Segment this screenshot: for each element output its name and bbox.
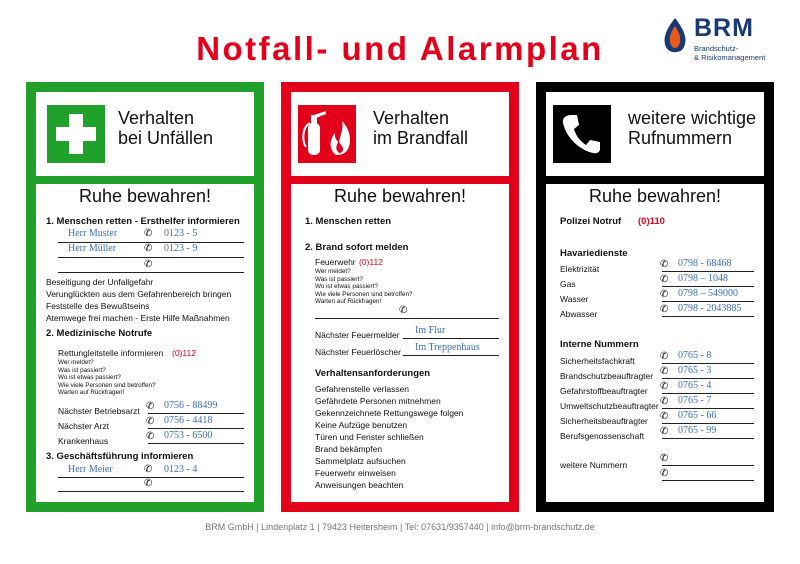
brm-logo xyxy=(660,14,792,64)
phone-numbers-panel xyxy=(536,82,774,512)
write-line xyxy=(662,393,754,394)
question: Wer meldet? xyxy=(315,268,351,275)
other-numbers-label: weitere Nummern xyxy=(560,460,628,470)
footer-contact: BRM GmbH | Lindenplatz 1 | 79423 Heitersheim | Tel: 07631/9357440 | info@brm-brandschutz.de xyxy=(205,522,595,532)
internal-phone: 0765 - 7 xyxy=(678,395,712,406)
write-line xyxy=(662,378,754,379)
behaviour-section-title: Verhaltensanforderungen xyxy=(315,368,431,379)
question: Wie viele Personen sind betroffen? xyxy=(315,290,413,298)
measure-item: Verunglückten aus dem Gefahrenbereich bringen xyxy=(46,289,232,299)
logo-name: BRM xyxy=(694,14,754,42)
fire-extinguisher-icon xyxy=(298,105,356,163)
utility-phone: 0798 – 549000 xyxy=(678,288,738,299)
question: Was ist passiert? xyxy=(58,366,106,374)
fire-brigade-label: Feuerwehr xyxy=(315,257,356,267)
utility-phone: 0798 – 1048 xyxy=(678,273,728,284)
phone-heading-line2: Rufnummern xyxy=(628,128,733,148)
phone-icon: ✆ xyxy=(144,228,153,239)
utility-label: Gas xyxy=(560,279,576,289)
contact-phone: 0753 - 6500 xyxy=(164,430,213,441)
fire-heading xyxy=(373,108,468,148)
phone-icon: ✆ xyxy=(144,464,153,475)
internal-title: Interne Nummern xyxy=(560,339,639,350)
phone-icon: ✆ xyxy=(660,468,669,479)
helper-phone: 0123 - 5 xyxy=(164,228,198,239)
rule-item: Gefährdete Personen mitnehmen xyxy=(315,396,441,406)
rule-item: Brand bekämpfen xyxy=(315,444,383,454)
question: Wer meldet? xyxy=(58,359,94,366)
helper-phone: 0123 - 9 xyxy=(164,243,198,254)
phone-icon: ✆ xyxy=(660,426,669,437)
fire-heading-line2: im Brandfall xyxy=(373,128,469,148)
utilities-title: Havariedienste xyxy=(560,248,628,259)
phone-icon: ✆ xyxy=(660,259,669,270)
phone-icon: ✆ xyxy=(660,351,669,362)
phone-icon: ✆ xyxy=(144,243,153,254)
rescue-section-title: 1. Menschen retten - Ersthelfer informieren xyxy=(46,216,240,227)
accident-heading-line1: Verhalten xyxy=(118,108,195,128)
write-line xyxy=(662,408,754,409)
accident-heading-line2: bei Unfällen xyxy=(118,128,214,148)
helper-name: Herr Muster xyxy=(68,228,118,239)
fire-brigade-number: (0)112 xyxy=(359,257,383,267)
report-section-title: 2. Brand sofort melden xyxy=(305,242,409,253)
write-line xyxy=(662,271,754,272)
rule-item: Sammelplatz aufsuchen xyxy=(315,456,406,466)
internal-phone: 0765 - 8 xyxy=(678,350,712,361)
utility-phone: 0798 - 2043885 xyxy=(678,303,742,314)
write-line xyxy=(148,443,244,444)
police-label: Polizei Notruf xyxy=(560,216,622,227)
phone-icon: ✆ xyxy=(660,411,669,422)
write-line xyxy=(403,338,499,339)
page-title: Notfall- und Alarmplan xyxy=(196,30,604,67)
fire-panel xyxy=(281,82,519,512)
write-line xyxy=(662,363,754,364)
contact-phone: 0756 - 4418 xyxy=(164,415,213,426)
measure-item: Beseitigung der Unfallgefahr xyxy=(46,277,154,287)
internal-phone: 0765 - 4 xyxy=(678,380,712,391)
internal-label: Umweltschutzbeauftragter xyxy=(560,401,659,411)
write-line xyxy=(148,413,244,414)
rescue-center-number: (0)112 xyxy=(172,348,196,358)
internal-phone: 0765 - 3 xyxy=(678,365,712,376)
phone-icon: ✆ xyxy=(146,431,155,442)
write-line xyxy=(662,301,754,302)
management-name: Herr Meier xyxy=(68,464,113,475)
phone-icon: ✆ xyxy=(399,305,408,316)
rule-item: Anweisungen beachten xyxy=(315,480,404,490)
telephone-icon xyxy=(553,105,611,163)
phone-icon: ✆ xyxy=(144,259,153,270)
write-line xyxy=(403,355,499,356)
medical-section-title: 2. Medizinische Notrufe xyxy=(46,328,153,339)
question: Wo ist etwas passiert? xyxy=(58,374,121,382)
rule-item: Feuerwehr einweisen xyxy=(315,468,396,478)
write-line xyxy=(148,428,244,429)
management-section-title: 3. Geschäftsführung informieren xyxy=(46,451,194,462)
accident-heading xyxy=(118,108,213,148)
phone-icon: ✆ xyxy=(146,401,155,412)
alarm-label: Nächster Feuermelder xyxy=(315,330,400,340)
write-line xyxy=(662,286,754,287)
flame-drop-icon xyxy=(660,16,690,56)
rescue-section-title: 1. Menschen retten xyxy=(305,216,392,227)
first-aid-cross-icon xyxy=(47,105,105,163)
logo-subtitle-2: & Risikomanagement xyxy=(694,53,766,62)
phone-heading-line1: weitere wichtige xyxy=(628,108,757,128)
phone-icon: ✆ xyxy=(660,396,669,407)
internal-label: Gefahrstoffbeauftragter xyxy=(560,386,648,396)
question: Was ist passiert? xyxy=(315,275,363,283)
logo-subtitle-1: Brandschutz- xyxy=(694,44,739,53)
panel-divider xyxy=(291,176,509,184)
contact-label: Nächster Arzt xyxy=(58,421,110,431)
question: Warten auf Rückfragen! xyxy=(315,298,382,306)
call-questions xyxy=(315,268,495,306)
internal-phone: 0765 - 99 xyxy=(678,425,717,436)
panel-divider xyxy=(546,176,764,184)
stay-calm-heading: Ruhe bewahren! xyxy=(588,186,722,206)
contact-phone: 0756 - 88499 xyxy=(164,400,218,411)
rule-item: Keine Aufzüge benutzen xyxy=(315,420,408,430)
utility-label: Abwasser xyxy=(560,309,598,319)
phone-icon: ✆ xyxy=(660,381,669,392)
phone-icon: ✆ xyxy=(660,274,669,285)
phone-icon: ✆ xyxy=(144,478,153,489)
phone-icon: ✆ xyxy=(660,289,669,300)
write-line xyxy=(662,438,754,439)
internal-label: Berufsgenossenschaft xyxy=(560,431,645,441)
extinguisher-location: Im Treppenhaus xyxy=(415,342,480,353)
internal-label: Sicherheitsbeauftragter xyxy=(560,416,648,426)
accident-panel xyxy=(26,82,264,512)
rule-item: Gefahrenstelle verlassen xyxy=(315,384,410,394)
write-line xyxy=(662,465,754,466)
rule-item: Türen und Fenster schließen xyxy=(315,432,424,442)
measure-item: Atemwege frei machen - Erste Hilfe Maßnahmen xyxy=(46,313,230,323)
internal-label: Sicherheitsfachkraft xyxy=(560,356,635,366)
management-phone: 0123 - 4 xyxy=(164,464,198,475)
utility-label: Wasser xyxy=(560,294,589,304)
phone-numbers-heading xyxy=(628,108,756,148)
write-line xyxy=(58,272,244,273)
stay-calm-heading: Ruhe bewahren! xyxy=(78,186,212,206)
question: Wo ist etwas passiert? xyxy=(315,283,378,291)
question: Wie viele Personen sind betroffen? xyxy=(58,381,156,389)
alarm-location: Im Flur xyxy=(415,325,446,336)
write-line xyxy=(58,257,244,258)
rule-item: Gekennzeichnete Rettungswege folgen xyxy=(315,408,464,418)
rescue-center-label: Rettungleitstelle informieren xyxy=(58,348,164,358)
phone-icon: ✆ xyxy=(146,416,155,427)
write-line xyxy=(662,423,754,424)
phone-icon: ✆ xyxy=(660,366,669,377)
internal-label: Brandschutzbeauftragter xyxy=(560,371,654,381)
write-line xyxy=(315,318,499,319)
question: Warten auf Rückfragen! xyxy=(58,389,125,397)
utility-label: Elektrizität xyxy=(560,264,600,274)
helper-name: Herr Müller xyxy=(68,243,117,254)
panel-divider xyxy=(36,176,254,184)
write-line xyxy=(662,316,754,317)
write-line xyxy=(58,491,244,492)
contact-label: Krankenhaus xyxy=(58,436,109,446)
write-line xyxy=(662,480,754,481)
stay-calm-heading: Ruhe bewahren! xyxy=(333,186,467,206)
call-questions xyxy=(58,359,238,397)
phone-icon: ✆ xyxy=(660,304,669,315)
measure-item: Feststelle des Bewußtseins xyxy=(46,301,150,311)
phone-icon: ✆ xyxy=(660,453,669,464)
extinguisher-label: Nächster Feuerlöscher xyxy=(315,347,401,357)
fire-heading-line1: Verhalten xyxy=(373,108,450,128)
utility-phone: 0798 - 68468 xyxy=(678,258,732,269)
police-number: (0)110 xyxy=(638,216,665,227)
contact-label: Nächster Betriebsarzt xyxy=(58,406,140,416)
internal-phone: 0765 - 66 xyxy=(678,410,717,421)
